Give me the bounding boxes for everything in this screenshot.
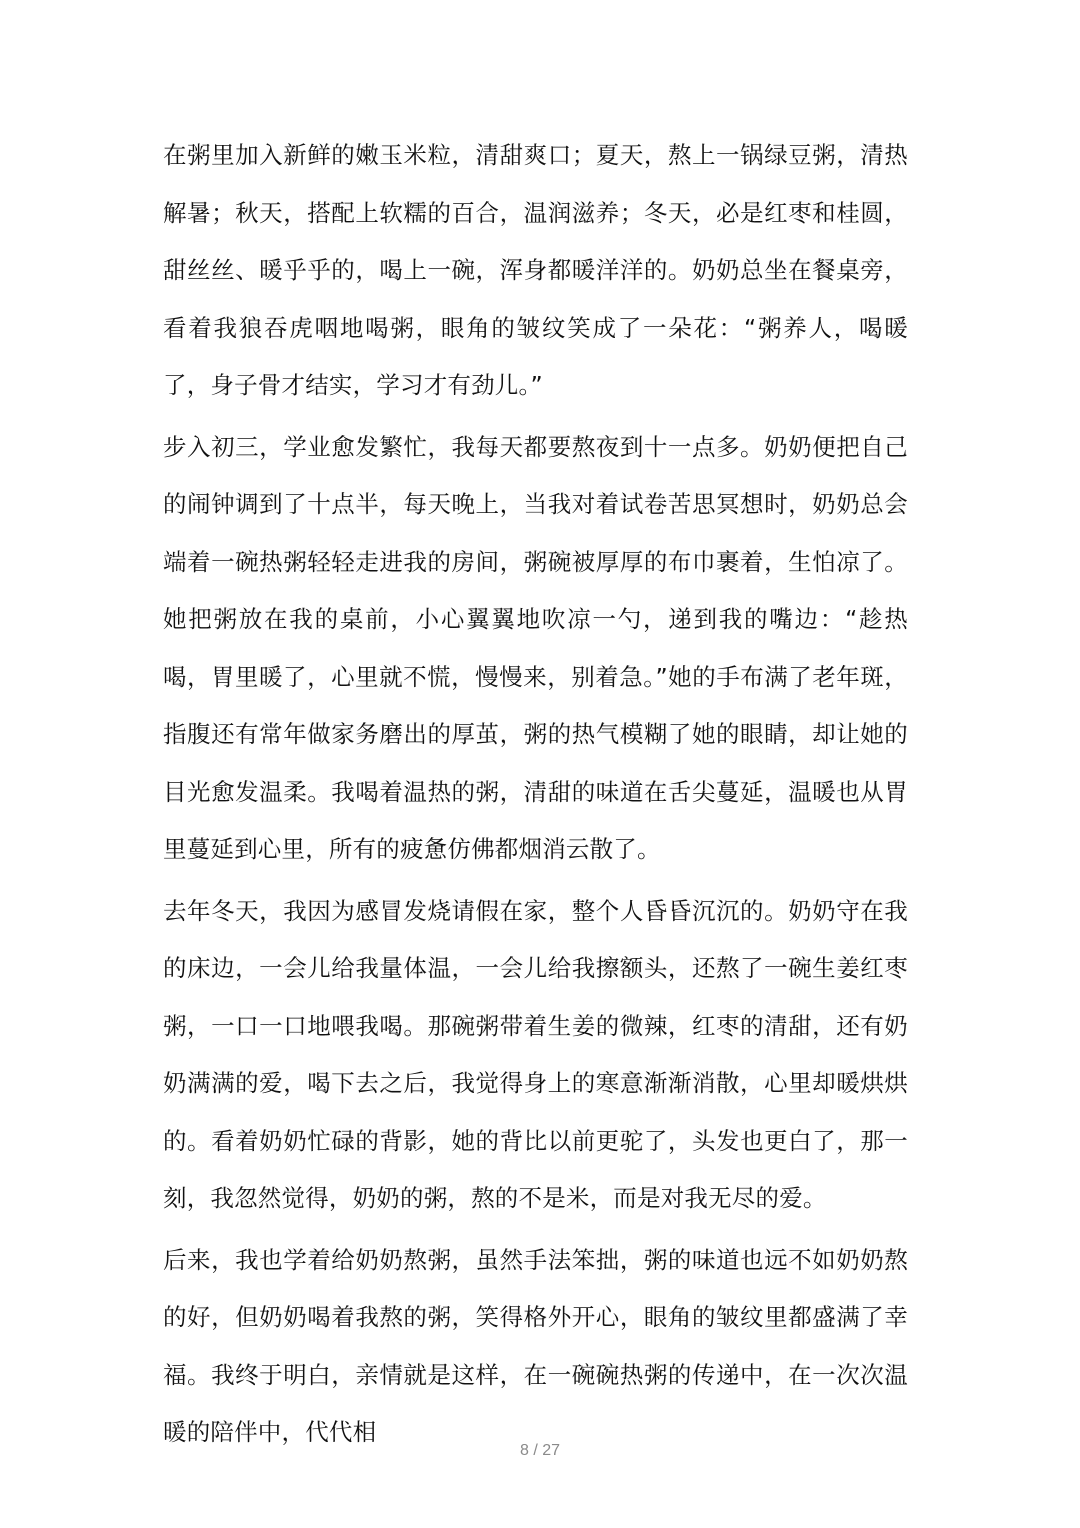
paragraph-3: 去年冬天，我因为感冒发烧请假在家，整个人昏昏沉沉的。奶奶守在我的床边，一会儿给我量体温，一会儿给我擦额头，还熬了一碗生姜红枣粥，一口一口地喂我喝。那碗粥带着生姜的微辣，红枣的清甜，还有奶奶满满的爱，喝下去之后，我觉得身上的寒意渐渐消散，心里却暖烘烘的。看着奶奶忙碌的背影，她的背比以前更驼了，头发也更白了，那一刻，我忽然觉得，奶奶的粥，熬的不是米，而是对我无尽的爱。 bbox=[163, 896, 908, 1212]
paragraph-1: 在粥里加入新鲜的嫩玉米粒，清甜爽口；夏天，熬上一锅绿豆粥，清热解暑；秋天，搭配上软糯的百合，温润滋养；冬天，必是红枣和桂圆，甜丝丝、暖乎乎的，喝上一碗，浑身都暖洋洋的。奶奶总坐在餐桌旁，看着我狼吞虎咽地喝粥，眼角的皱纹笑成了一朵花：“粥养人，喝暖了，身子骨才结实，学习才有劲儿。” bbox=[163, 141, 908, 399]
paragraph-4: 后来，我也学着给奶奶熬粥，虽然手法笨拙，粥的味道也远不如奶奶熬的好，但奶奶喝着我熬的粥，笑得格外开心，眼角的皱纹里都盛满了幸福。我终于明白，亲情就是这样，在一碗碗热粥的传递中，在一次次温暖的陪伴中，代代相 bbox=[163, 1245, 908, 1446]
paragraph-2: 步入初三，学业愈发繁忙，我每天都要熬夜到十一点多。奶奶便把自己的闹钟调到了十点半，每天晚上，当我对着试卷苦思冥想时，奶奶总会端着一碗热粥轻轻走进我的房间，粥碗被厚厚的布巾裹着，生怕凉了。她把粥放在我的桌前，小心翼翼地吹凉一勺，递到我的嘴边：“趁热喝，胃里暖了，心里就不慌，慢慢来，别着急。”她的手布满了老年斑，指腹还有常年做家务磨出的厚茧，粥的热气模糊了她的眼睛，却让她的目光愈发温柔。我喝着温热的粥，清甜的味道在舌尖蔓延，温暖也从胃里蔓延到心里，所有的疲惫仿佛都烟消云散了。 bbox=[163, 432, 908, 863]
page-number: 8 / 27 bbox=[519, 1442, 561, 1459]
document-body bbox=[163, 127, 908, 1462]
